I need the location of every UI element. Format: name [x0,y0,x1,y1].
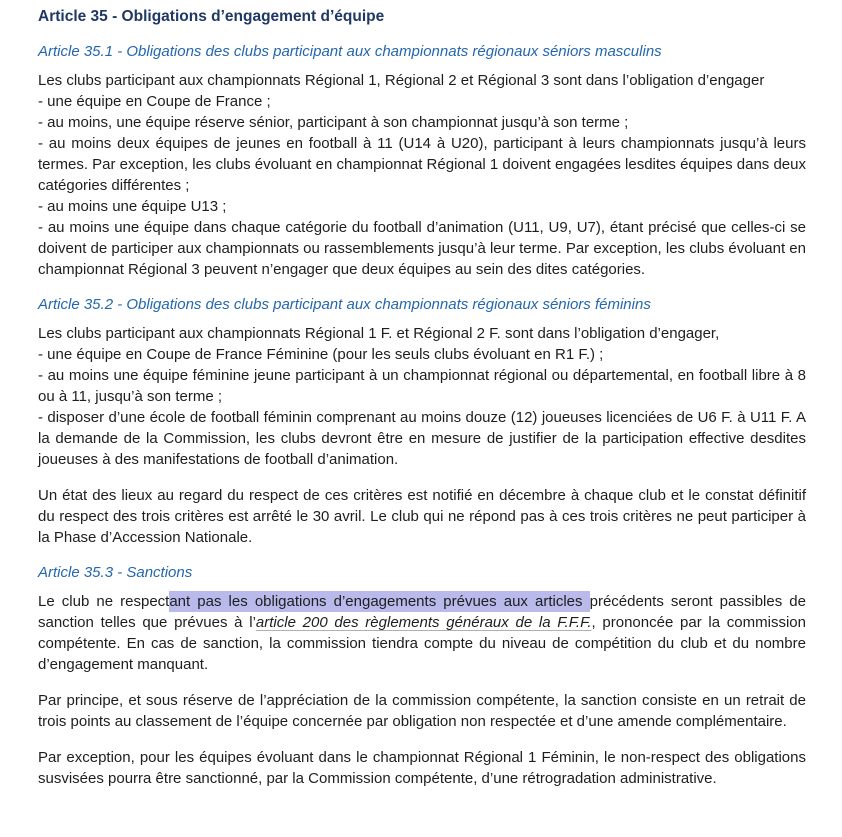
paragraph [38,485,806,548]
text-run: Par exception, pour les équipes évoluant dans le championnat Régional 1 Féminin, le non-respect des obligations susvisées pourra être sanctionné, par la Commission compétente, d’une rétrogradation administrative. [38,749,806,787]
section-heading-article-35-1: Article 35.1 - Obligations des clubs participant aux championnats régionaux séniors masculins [38,43,662,60]
text-run: , prononcée par la commission compétente. En cas de sanction, la commission tiendra compte du niveau de compétition du club et du nombre d’engagement manquant. [38,614,806,673]
paragraph [38,112,806,133]
document [38,6,806,789]
page-title: Article 35 - Obligations d’engagement d’équipe [38,8,385,25]
paragraph [38,133,806,196]
section-heading-article-35-2: Article 35.2 - Obligations des clubs participant aux championnats régionaux séniors féminins [38,296,651,313]
paragraph [38,344,806,365]
text-run: Un état des lieux au regard du respect de ces critères est notifié en décembre à chaque club et le constat définitif du respect des trois critères est arrêté le 30 avril. Le club qui ne répond pas à ces trois critères ne peut participer à la Phase d’Accession Nationale. [38,487,806,546]
paragraph [38,70,806,91]
text-run: Les clubs participant aux championnats Régional 1, Régional 2 et Régional 3 sont dans l’obligation d’engager [38,72,765,89]
reference-citation-text: article 200 des règlements généraux de la F.F.F. [255,614,592,631]
paragraph [38,747,806,789]
paragraph [38,323,806,344]
paragraph [38,365,806,407]
text-run: - une équipe en Coupe de France Féminine (pour les seuls clubs évoluant en R1 F.) ; [38,346,604,363]
paragraph [38,196,806,217]
text-run: - au moins, une équipe réserve sénior, participant à son championnat jusqu’à son terme ; [38,114,629,131]
text-run: - au moins une équipe dans chaque catégorie du football d’animation (U11, U9, U7), étant précisé que celles-ci se doivent de participer aux championnats ou rassemblements jusqu’à leur terme. Par exception, les clubs évoluant en championnat Régional 3 peuvent n’engager que deux équipes au sein des dites catégories. [38,219,806,278]
text-run: - au moins deux équipes de jeunes en football à 11 (U14 à U20), participant à leurs championnats jusqu’à leurs termes. Par exception, les clubs évoluant en championnat Régional 1 doivent engagées lesdites équipes dans deux catégories différentes ; [38,135,806,194]
section-heading-article-35-3: Article 35.3 - Sanctions [38,564,193,581]
paragraph [38,217,806,280]
paragraph [38,91,806,112]
text-run: - au moins une équipe U13 ; [38,198,227,215]
paragraph [38,690,806,732]
text-run: - au moins une équipe féminine jeune participant à un championnat régional ou départemental, en football libre à 8 ou à 11, jusqu’à son terme ; [38,367,806,405]
paragraph [38,591,806,675]
paragraph [38,407,806,470]
text-run: précédents seront passibles de sanction telles que prévues à l’ [38,593,806,631]
text-run: - une équipe en Coupe de France ; [38,93,271,110]
document-body [38,41,806,789]
highlighted-text: ant pas les obligations d’engagements prévues aux articles [169,593,590,610]
text-run: Par principe, et sous réserve de l’appréciation de la commission compétente, la sanction consiste en un retrait de trois points au classement de l’équipe concernée par obligation non respectée et d’une amende complémentaire. [38,692,806,730]
text-run: - disposer d’une école de football féminin comprenant au moins douze (12) joueuses licenciées de U6 F. à U11 F. A la demande de la Commission, les clubs devront être en mesure de justifier de la participation effective desdites joueuses à des manifestations de football d’animation. [38,409,806,468]
text-run: Le club ne respect [38,593,170,610]
text-run: Les clubs participant aux championnats Régional 1 F. et Régional 2 F. sont dans l’obligation d’engager, [38,325,720,342]
